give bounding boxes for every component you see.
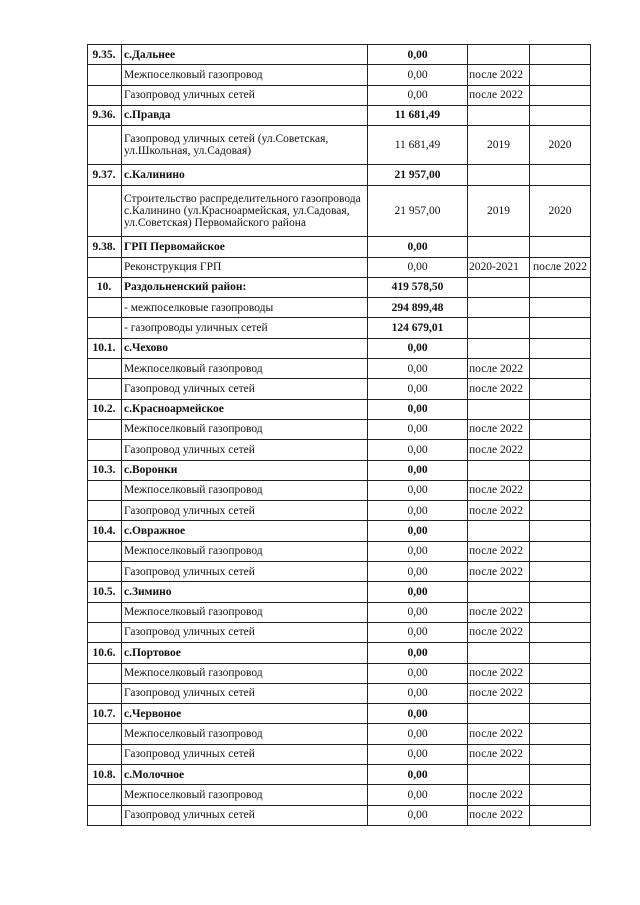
row-start-year: после 2022 [468, 724, 530, 744]
row-number [88, 318, 122, 338]
table-row [88, 582, 591, 602]
row-end-year [530, 85, 591, 105]
row-number [88, 440, 122, 460]
row-start-year: после 2022 [468, 359, 530, 379]
table-row [88, 237, 591, 257]
table-row [88, 257, 591, 277]
row-name: Реконструкция ГРП [122, 257, 368, 277]
row-end-year [530, 379, 591, 399]
row-start-year [468, 521, 530, 541]
row-number: 9.38. [88, 237, 122, 257]
table-row [88, 724, 591, 744]
row-start-year [468, 338, 530, 358]
table-row [88, 764, 591, 784]
row-end-year [530, 704, 591, 724]
row-name: Газопровод уличных сетей [122, 440, 368, 460]
table-row [88, 399, 591, 419]
row-name: Межпоселковый газопровод [122, 724, 368, 744]
row-sum: 0,00 [368, 501, 468, 521]
row-start-year [468, 399, 530, 419]
row-end-year [530, 237, 591, 257]
row-start-year [468, 318, 530, 338]
row-sum: 419 578,50 [368, 277, 468, 297]
row-end-year: после 2022 [530, 257, 591, 277]
row-sum: 0,00 [368, 744, 468, 764]
row-end-year [530, 683, 591, 703]
row-number [88, 379, 122, 399]
row-start-year: 2019 [468, 126, 530, 165]
row-start-year [468, 105, 530, 125]
row-sum: 0,00 [368, 724, 468, 744]
row-name: с.Чехово [122, 338, 368, 358]
row-sum: 0,00 [368, 562, 468, 582]
row-name: с.Красноармейское [122, 399, 368, 419]
table-row [88, 562, 591, 582]
table-row [88, 460, 591, 480]
row-sum: 0,00 [368, 582, 468, 602]
row-sum: 124 679,01 [368, 318, 468, 338]
row-name: Межпоселковый газопровод [122, 785, 368, 805]
row-end-year [530, 318, 591, 338]
row-sum: 0,00 [368, 622, 468, 642]
row-name: Газопровод уличных сетей [122, 379, 368, 399]
row-end-year [530, 764, 591, 784]
table-row [88, 622, 591, 642]
row-end-year [530, 785, 591, 805]
row-name: Межпоселковый газопровод [122, 602, 368, 622]
row-name: с.Правда [122, 105, 368, 125]
row-sum: 0,00 [368, 399, 468, 419]
row-end-year [530, 562, 591, 582]
table-row [88, 744, 591, 764]
row-end-year [530, 582, 591, 602]
row-sum: 0,00 [368, 257, 468, 277]
row-start-year [468, 45, 530, 65]
row-number [88, 805, 122, 825]
row-number: 10.8. [88, 764, 122, 784]
row-number: 10.7. [88, 704, 122, 724]
row-sum: 0,00 [368, 541, 468, 561]
row-end-year [530, 501, 591, 521]
row-name: - газопроводы уличных сетей [122, 318, 368, 338]
table-row [88, 440, 591, 460]
table-row [88, 379, 591, 399]
row-start-year: после 2022 [468, 501, 530, 521]
row-name: с.Молочное [122, 764, 368, 784]
row-start-year: 2019 [468, 185, 530, 237]
row-number: 10. [88, 277, 122, 297]
row-number [88, 257, 122, 277]
row-end-year: 2020 [530, 126, 591, 165]
row-name: - межпоселковые газопроводы [122, 298, 368, 318]
row-number [88, 663, 122, 683]
row-number [88, 126, 122, 165]
table-row [88, 419, 591, 439]
row-sum: 0,00 [368, 65, 468, 85]
row-number [88, 724, 122, 744]
row-end-year [530, 65, 591, 85]
row-name: Межпоселковый газопровод [122, 419, 368, 439]
row-sum: 294 899,48 [368, 298, 468, 318]
row-end-year [530, 45, 591, 65]
row-start-year: после 2022 [468, 744, 530, 764]
row-start-year [468, 277, 530, 297]
table-row [88, 45, 591, 65]
row-start-year: после 2022 [468, 683, 530, 703]
row-number [88, 419, 122, 439]
row-end-year [530, 440, 591, 460]
row-name: с.Воронки [122, 460, 368, 480]
row-start-year: после 2022 [468, 440, 530, 460]
row-sum: 0,00 [368, 338, 468, 358]
row-number [88, 480, 122, 500]
table-row [88, 85, 591, 105]
row-end-year [530, 724, 591, 744]
row-sum: 21 957,00 [368, 165, 468, 185]
row-sum: 0,00 [368, 460, 468, 480]
gas-pipeline-table [87, 44, 591, 826]
row-start-year: после 2022 [468, 419, 530, 439]
row-name: Раздольненский район: [122, 277, 368, 297]
row-start-year: после 2022 [468, 379, 530, 399]
row-sum: 21 957,00 [368, 185, 468, 237]
row-sum: 0,00 [368, 480, 468, 500]
row-name: Межпоселковый газопровод [122, 480, 368, 500]
row-start-year [468, 582, 530, 602]
row-number [88, 785, 122, 805]
row-start-year [468, 237, 530, 257]
row-sum: 0,00 [368, 704, 468, 724]
table-row [88, 185, 591, 237]
row-end-year [530, 298, 591, 318]
row-start-year: после 2022 [468, 85, 530, 105]
row-end-year [530, 541, 591, 561]
row-name: с.Зимино [122, 582, 368, 602]
row-name: Межпоселковый газопровод [122, 359, 368, 379]
row-start-year [468, 460, 530, 480]
row-number [88, 85, 122, 105]
table-row [88, 521, 591, 541]
row-name: Газопровод уличных сетей [122, 744, 368, 764]
row-end-year [530, 480, 591, 500]
row-end-year [530, 399, 591, 419]
table-row [88, 338, 591, 358]
row-start-year [468, 643, 530, 663]
row-sum: 0,00 [368, 379, 468, 399]
row-end-year [530, 359, 591, 379]
row-end-year [530, 643, 591, 663]
table-row [88, 480, 591, 500]
row-end-year [530, 521, 591, 541]
table-row [88, 165, 591, 185]
row-start-year: после 2022 [468, 805, 530, 825]
row-number: 10.6. [88, 643, 122, 663]
table-row [88, 541, 591, 561]
row-sum: 11 681,49 [368, 126, 468, 165]
row-sum: 0,00 [368, 785, 468, 805]
row-start-year: после 2022 [468, 65, 530, 85]
row-name: Газопровод уличных сетей [122, 85, 368, 105]
row-number [88, 602, 122, 622]
document-page [87, 44, 590, 826]
table-row [88, 105, 591, 125]
row-start-year: после 2022 [468, 785, 530, 805]
table-row [88, 663, 591, 683]
row-name: Газопровод уличных сетей [122, 622, 368, 642]
row-number [88, 185, 122, 237]
row-number: 10.1. [88, 338, 122, 358]
row-name: Газопровод уличных сетей [122, 805, 368, 825]
row-start-year: после 2022 [468, 663, 530, 683]
row-sum: 0,00 [368, 45, 468, 65]
row-end-year [530, 663, 591, 683]
row-name: с.Овражное [122, 521, 368, 541]
table-row [88, 501, 591, 521]
row-number: 9.35. [88, 45, 122, 65]
row-end-year [530, 419, 591, 439]
row-sum: 0,00 [368, 602, 468, 622]
row-name: с.Червоное [122, 704, 368, 724]
row-number: 9.36. [88, 105, 122, 125]
table-row [88, 126, 591, 165]
row-number: 9.37. [88, 165, 122, 185]
row-name: Газопровод уличных сетей [122, 501, 368, 521]
row-name: Газопровод уличных сетей [122, 562, 368, 582]
row-name: с.Калинино [122, 165, 368, 185]
row-number [88, 622, 122, 642]
row-sum: 0,00 [368, 764, 468, 784]
table-row [88, 298, 591, 318]
row-sum: 11 681,49 [368, 105, 468, 125]
row-sum: 0,00 [368, 521, 468, 541]
row-name: Строительство распределительного газопровода с.Калинино (ул.Красноармейская, ул.Садовая, ул.Советская) Первомайского района [122, 185, 368, 237]
row-start-year [468, 704, 530, 724]
row-name: ГРП Первомайское [122, 237, 368, 257]
row-start-year: после 2022 [468, 541, 530, 561]
table-row [88, 65, 591, 85]
row-end-year [530, 805, 591, 825]
row-start-year [468, 298, 530, 318]
row-end-year [530, 744, 591, 764]
table-row [88, 643, 591, 663]
table-row [88, 785, 591, 805]
row-sum: 0,00 [368, 237, 468, 257]
row-sum: 0,00 [368, 805, 468, 825]
row-sum: 0,00 [368, 419, 468, 439]
row-number [88, 501, 122, 521]
row-number [88, 683, 122, 703]
row-sum: 0,00 [368, 85, 468, 105]
row-start-year: после 2022 [468, 602, 530, 622]
row-end-year [530, 165, 591, 185]
table-row [88, 602, 591, 622]
row-number [88, 562, 122, 582]
row-name: Межпоселковый газопровод [122, 663, 368, 683]
row-number: 10.4. [88, 521, 122, 541]
row-end-year [530, 338, 591, 358]
row-start-year [468, 764, 530, 784]
row-number: 10.2. [88, 399, 122, 419]
row-number [88, 65, 122, 85]
row-sum: 0,00 [368, 663, 468, 683]
row-name: с.Дальнее [122, 45, 368, 65]
row-start-year: 2020-2021 [468, 257, 530, 277]
table-row [88, 704, 591, 724]
table-row [88, 318, 591, 338]
row-name: Межпоселковый газопровод [122, 65, 368, 85]
row-name: Газопровод уличных сетей (ул.Советская, ул.Школьная, ул.Садовая) [122, 126, 368, 165]
row-sum: 0,00 [368, 683, 468, 703]
row-name: Межпоселковый газопровод [122, 541, 368, 561]
row-sum: 0,00 [368, 440, 468, 460]
row-start-year: после 2022 [468, 562, 530, 582]
table-row [88, 359, 591, 379]
row-number [88, 359, 122, 379]
table-body [88, 45, 591, 826]
row-end-year [530, 622, 591, 642]
row-end-year [530, 460, 591, 480]
row-number [88, 541, 122, 561]
table-row [88, 805, 591, 825]
row-name: с.Портовое [122, 643, 368, 663]
row-name: Газопровод уличных сетей [122, 683, 368, 703]
row-start-year [468, 165, 530, 185]
row-number [88, 298, 122, 318]
row-sum: 0,00 [368, 359, 468, 379]
row-end-year: 2020 [530, 185, 591, 237]
row-sum: 0,00 [368, 643, 468, 663]
row-number [88, 744, 122, 764]
table-row [88, 277, 591, 297]
row-start-year: после 2022 [468, 480, 530, 500]
row-start-year: после 2022 [468, 622, 530, 642]
table-row [88, 683, 591, 703]
row-end-year [530, 277, 591, 297]
row-end-year [530, 105, 591, 125]
row-end-year [530, 602, 591, 622]
row-number: 10.3. [88, 460, 122, 480]
row-number: 10.5. [88, 582, 122, 602]
